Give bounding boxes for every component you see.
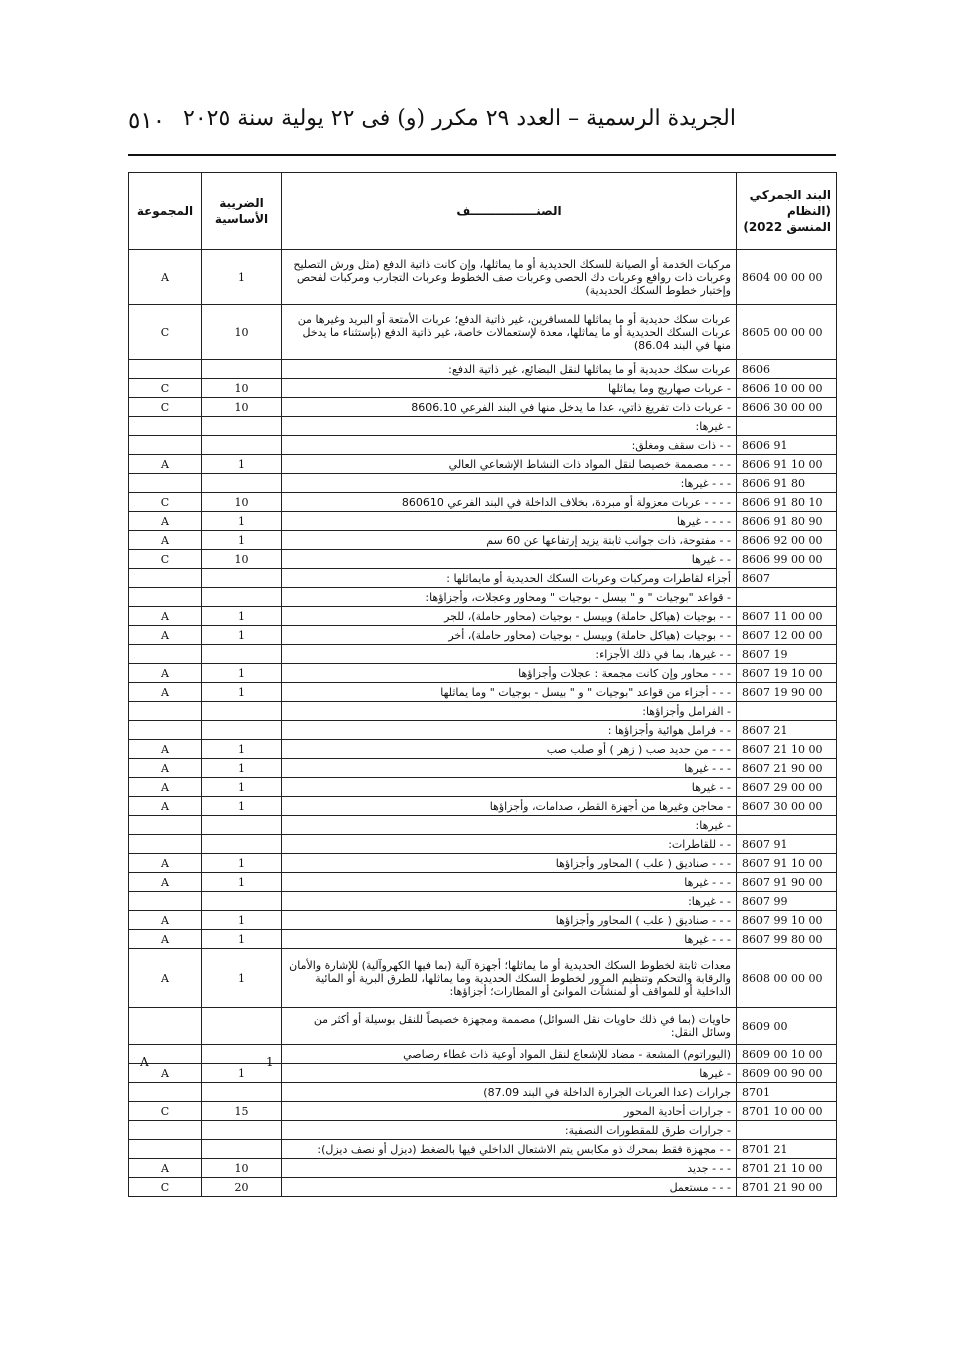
description-cell: - - - مستعمل	[282, 1178, 737, 1197]
description-cell: جرارات (عدا العربات الجرارة الداخلة في البند 87.09)	[282, 1083, 737, 1102]
table-row	[129, 759, 837, 778]
tariff-code-cell: 8701	[737, 1083, 837, 1102]
group-cell	[129, 1140, 202, 1159]
tariff-code-cell: 8609 00 10 00	[737, 1045, 837, 1064]
rate-cell: 1	[202, 854, 282, 873]
description-cell: - محاجن وغيرها من أجهزة القطر، صدامات، وأجزاؤها	[282, 797, 737, 816]
description-cell: - - - غيرها	[282, 873, 737, 892]
group-cell: A	[129, 911, 202, 930]
column-header-code: البند الجمركي (النظام المنسق 2022)	[737, 173, 837, 250]
description-cell: - - - أجزاء من قواعد "بوجيات " و " بيسل - بوجيات " وما يماثلها	[282, 683, 737, 702]
tariff-code-cell: 8608 00 00 00	[737, 949, 837, 1008]
tariff-code-cell: 8605 00 00 00	[737, 305, 837, 360]
table-row	[129, 379, 837, 398]
group-cell	[129, 702, 202, 721]
table-row	[129, 873, 837, 892]
description-cell: - - - غيرها	[282, 759, 737, 778]
table-row	[129, 778, 837, 797]
rate-cell	[202, 1121, 282, 1140]
table-row	[129, 683, 837, 702]
page-header	[128, 100, 836, 140]
group-cell: A	[129, 683, 202, 702]
group-cell: A	[129, 873, 202, 892]
group-cell: A	[129, 797, 202, 816]
tariff-code-cell: 8607 19 90 00	[737, 683, 837, 702]
tariff-code-cell: 8701 21	[737, 1140, 837, 1159]
description-cell: أجزاء لقاطرات ومركبات وعربات السكك الحديدية أو مايماثلها :	[282, 569, 737, 588]
rate-cell: 10	[202, 493, 282, 512]
description-cell: - - غيرها، بما في ذلك الأجزاء:	[282, 645, 737, 664]
tariff-code-cell: 8607 99 10 00	[737, 911, 837, 930]
description-cell: - - فرامل هوائية وأجزاؤها :	[282, 721, 737, 740]
tariff-code-cell: 8701 10 00 00	[737, 1102, 837, 1121]
rate-cell	[202, 1008, 282, 1045]
table-row	[129, 398, 837, 417]
tariff-code-cell: 8607 11 00 00	[737, 607, 837, 626]
table-row	[129, 1159, 837, 1178]
tariff-code-cell: 8607 29 00 00	[737, 778, 837, 797]
group-cell: A	[129, 455, 202, 474]
misaligned-group: A	[140, 1055, 149, 1069]
tariff-table	[128, 172, 837, 1197]
rate-cell: 1	[202, 930, 282, 949]
group-cell: A	[129, 854, 202, 873]
group-cell: A	[129, 930, 202, 949]
tariff-code-cell: 8701 21 10 00	[737, 1159, 837, 1178]
rate-cell	[202, 588, 282, 607]
group-cell: C	[129, 1178, 202, 1197]
group-cell: C	[129, 379, 202, 398]
tariff-code-cell: 8607 91 90 00	[737, 873, 837, 892]
table-row	[129, 588, 837, 607]
group-cell	[129, 474, 202, 493]
group-cell: A	[129, 1064, 202, 1083]
rate-cell: 15	[202, 1102, 282, 1121]
tariff-code-cell: 8607 30 00 00	[737, 797, 837, 816]
description-cell: - غيرها:	[282, 816, 737, 835]
table-row	[129, 626, 837, 645]
group-cell: C	[129, 550, 202, 569]
group-cell	[129, 1083, 202, 1102]
group-cell: A	[129, 626, 202, 645]
description-cell: - - - - غيرها	[282, 512, 737, 531]
group-cell	[129, 892, 202, 911]
page-title: الجريدة الرسمية – العدد ٢٩ مكرر (و) فى ٢٢ يولية سنة ٢٠٢٥	[183, 106, 736, 131]
table-row	[129, 702, 837, 721]
rate-cell: 1	[202, 797, 282, 816]
table-row	[129, 569, 837, 588]
group-cell	[129, 1008, 202, 1045]
rate-cell: 1	[202, 873, 282, 892]
tariff-code-cell: 8607 21 90 00	[737, 759, 837, 778]
description-cell: - - للقاطرات:	[282, 835, 737, 854]
description-cell: - - - غيرها:	[282, 474, 737, 493]
group-cell: A	[129, 778, 202, 797]
rate-cell: 10	[202, 550, 282, 569]
tariff-code-cell: 8606 91 80	[737, 474, 837, 493]
tariff-code-cell: 8701 21 90 00	[737, 1178, 837, 1197]
tariff-code-cell: 8606 99 00 00	[737, 550, 837, 569]
tariff-code-cell: 8607	[737, 569, 837, 588]
group-cell: A	[129, 949, 202, 1008]
rate-cell	[202, 474, 282, 493]
table-row	[129, 417, 837, 436]
table-row	[129, 531, 837, 550]
description-cell: عربات سكك حديدية أو ما يماثلها لنقل البضائع، غير ذاتية الدفع:	[282, 360, 737, 379]
rate-cell: 1	[202, 911, 282, 930]
table-row	[129, 911, 837, 930]
group-cell: A	[129, 512, 202, 531]
group-cell: A	[129, 1159, 202, 1178]
tariff-code-cell	[737, 702, 837, 721]
tariff-code-cell: 8604 00 00 00	[737, 250, 837, 305]
description-cell: - - - - عربات معزولة أو مبردة، بخلاف الداخلة في البند الفرعي 860610	[282, 493, 737, 512]
table-row	[129, 721, 837, 740]
description-cell: معدات ثابتة لخطوط السكك الحديدية أو ما يماثلها؛ أجهزة آلية (بما فيها الكهروآلية) للإشارة والأمان والرقابة والتحكم وتنظيم المرور لخطوط السكك الحديدية وما يماثلها، للطرق البرية أو المائية الداخلية أو للمواقف أو لمنشآت الموانئ أو المطارات؛ أجزاؤها:	[282, 949, 737, 1008]
rate-cell: 1	[202, 626, 282, 645]
column-header-group: المجموعة	[129, 173, 202, 250]
table-row	[129, 1008, 837, 1045]
table-header-row	[129, 173, 837, 250]
rate-cell: 1	[202, 512, 282, 531]
table-row	[129, 740, 837, 759]
tariff-code-cell: 8606 10 00 00	[737, 379, 837, 398]
tariff-code-cell: 8607 19	[737, 645, 837, 664]
group-cell: C	[129, 1102, 202, 1121]
table-row	[129, 550, 837, 569]
table-row	[129, 1178, 837, 1197]
table-row	[129, 493, 837, 512]
tariff-code-cell: 8607 99 80 00	[737, 930, 837, 949]
rate-cell: 10	[202, 379, 282, 398]
group-cell: A	[129, 664, 202, 683]
page-number: ٥١٠	[128, 108, 166, 134]
tariff-code-cell: 8609 00	[737, 1008, 837, 1045]
group-cell: A	[129, 759, 202, 778]
rate-cell: 1	[202, 759, 282, 778]
table-row	[129, 1140, 837, 1159]
description-cell: - - مجهزة فقط بمحرك ذو مكابس يتم الاشتعال الداخلي فيها بالضغط (ديزل أو نصف ديزل):	[282, 1140, 737, 1159]
description-cell: - عربات صهاريج وما يماثلها	[282, 379, 737, 398]
table-row	[129, 1102, 837, 1121]
group-cell	[129, 1121, 202, 1140]
group-cell	[129, 588, 202, 607]
description-cell: - الفرامل وأجزاؤها:	[282, 702, 737, 721]
column-header-rate: الضريبة الأساسية	[202, 173, 282, 250]
description-cell: عربات سكك حديدية أو ما يماثلها للمسافرين، غير ذاتية الدفع؛ عربات الأمتعة أو البريد وغيرها من عربات السكك الحديدية أو ما يماثلها، معدة لإستعمالات خاصة، غير ذاتية الدفع (بإستثناء ما يدخل منها في البند 86.04)	[282, 305, 737, 360]
description-cell: - جرارات أحادية المحور	[282, 1102, 737, 1121]
description-cell: - غيرها:	[282, 417, 737, 436]
rate-cell	[202, 892, 282, 911]
rate-cell	[202, 569, 282, 588]
rate-cell: 1	[202, 455, 282, 474]
description-cell: - - بوجيات (هياكل حاملة) وبيسل - بوجيات (محاور حاملة)، للجر	[282, 607, 737, 626]
rate-cell	[202, 835, 282, 854]
table-row	[129, 455, 837, 474]
tariff-code-cell: 8606 30 00 00	[737, 398, 837, 417]
description-cell: - - - غيرها	[282, 930, 737, 949]
rate-cell: 1	[202, 1064, 282, 1083]
rate-cell: 1	[202, 531, 282, 550]
description-cell: - قواعد "بوجيات " و " بيسل - بوجيات " ومحاور وعجلات، وأجزاؤها:	[282, 588, 737, 607]
group-cell: A	[129, 531, 202, 550]
tariff-code-cell: 8607 19 10 00	[737, 664, 837, 683]
tariff-code-cell: 8606 92 00 00	[737, 531, 837, 550]
description-cell: - - بوجيات (هياكل حاملة) وبيسل - بوجيات (محاور حاملة)، أخر	[282, 626, 737, 645]
table-row	[129, 436, 837, 455]
group-cell: A	[129, 740, 202, 759]
table-row	[129, 892, 837, 911]
table-row	[129, 835, 837, 854]
tariff-code-cell: 8607 99	[737, 892, 837, 911]
rate-cell: 20	[202, 1178, 282, 1197]
misaligned-row-values	[128, 1053, 836, 1071]
table-row	[129, 305, 837, 360]
description-cell: حاويات (بما في ذلك حاويات نقل السوائل) مصممة ومجهزة خصيصاً للنقل بوسيلة أو أكثر من وسائل النقل:	[282, 1008, 737, 1045]
description-cell: - - - جديد	[282, 1159, 737, 1178]
table-row	[129, 930, 837, 949]
description-cell: - - - صناديق ( علب ) المحاور وأجزاؤها	[282, 911, 737, 930]
group-cell: A	[129, 607, 202, 626]
description-cell: مركبات الخدمة أو الصيانة للسكك الحديدية أو ما يماثلها، وإن كانت ذاتية الدفع (مثل ورش التصليح وعربات ذات روافع وعربات دك الحصى وعربات صف الخطوط وعربات التجارب ومركبات لفحص وإختبار خطوط السكك الحديدية)	[282, 250, 737, 305]
tariff-code-cell: 8607 21 10 00	[737, 740, 837, 759]
column-header-description: الصنــــــــــــــــف	[282, 173, 737, 250]
table-row	[129, 607, 837, 626]
table-row	[129, 797, 837, 816]
tariff-code-cell: 8606 91 80 10	[737, 493, 837, 512]
table-row	[129, 854, 837, 873]
table-row	[129, 645, 837, 664]
group-cell	[129, 436, 202, 455]
description-cell: - - مفتوحة، ذات جوانب ثابتة يزيد إرتفاعها عن 60 سم	[282, 531, 737, 550]
rate-cell: 1	[202, 778, 282, 797]
rate-cell	[202, 1083, 282, 1102]
tariff-code-cell: 8607 91	[737, 835, 837, 854]
rate-cell	[202, 816, 282, 835]
tariff-code-cell	[737, 417, 837, 436]
group-cell	[129, 645, 202, 664]
rate-cell: 1	[202, 740, 282, 759]
rate-cell	[202, 1140, 282, 1159]
group-cell	[129, 816, 202, 835]
description-cell: - غيرها	[282, 1064, 737, 1083]
tariff-code-cell	[737, 816, 837, 835]
description-cell: - - - صناديق ( علب ) المحاور وأجزاؤها	[282, 854, 737, 873]
group-cell: C	[129, 398, 202, 417]
table-row	[129, 1083, 837, 1102]
description-cell: - - غيرها:	[282, 892, 737, 911]
rate-cell: 10	[202, 1159, 282, 1178]
group-cell: A	[129, 250, 202, 305]
rate-cell	[202, 417, 282, 436]
tariff-code-cell: 8606	[737, 360, 837, 379]
tariff-code-cell: 8607 12 00 00	[737, 626, 837, 645]
group-cell	[129, 721, 202, 740]
rate-cell	[202, 360, 282, 379]
tariff-code-cell	[737, 588, 837, 607]
table-row	[129, 250, 837, 305]
tariff-code-cell: 8609 00 90 00	[737, 1064, 837, 1083]
description-cell: (اليوراتوم) المشعة - مضاد للإشعاع لنقل المواد أوعية ذات غطاء رصاصي	[282, 1045, 737, 1064]
rate-cell: 1	[202, 250, 282, 305]
header-rule	[128, 154, 836, 156]
tariff-code-cell: 8606 91 80 90	[737, 512, 837, 531]
group-cell	[129, 417, 202, 436]
table-row	[129, 474, 837, 493]
table-row	[129, 360, 837, 379]
group-cell: C	[129, 305, 202, 360]
table-row	[129, 816, 837, 835]
tariff-code-cell	[737, 1121, 837, 1140]
misaligned-rate: 1	[266, 1055, 274, 1069]
rate-cell: 10	[202, 398, 282, 417]
rate-cell	[202, 645, 282, 664]
description-cell: - - - محاور وإن كانت مجمعة : عجلات وأجزاؤها	[282, 664, 737, 683]
rate-cell: 1	[202, 664, 282, 683]
rate-cell: 1	[202, 949, 282, 1008]
rate-cell: 1	[202, 607, 282, 626]
description-cell: - عربات ذات تفريغ ذاتي، عدا ما يدخل منها في البند الفرعي 8606.10	[282, 398, 737, 417]
tariff-code-cell: 8607 21	[737, 721, 837, 740]
group-cell	[129, 835, 202, 854]
description-cell: - - غيرها	[282, 550, 737, 569]
tariff-code-cell: 8606 91	[737, 436, 837, 455]
tariff-code-cell: 8607 91 10 00	[737, 854, 837, 873]
rate-cell	[202, 721, 282, 740]
table-row	[129, 1121, 837, 1140]
description-cell: - - - مصممة خصيصا لنقل المواد ذات النشاط الإشعاعي العالي	[282, 455, 737, 474]
group-cell: C	[129, 493, 202, 512]
tariff-code-cell: 8606 91 10 00	[737, 455, 837, 474]
rate-cell: 1	[202, 683, 282, 702]
description-cell: - - ذات سقف ومغلق:	[282, 436, 737, 455]
rate-cell: 10	[202, 305, 282, 360]
table-row	[129, 664, 837, 683]
rate-cell	[202, 702, 282, 721]
description-cell: - - غيرها	[282, 778, 737, 797]
table-row	[129, 949, 837, 1008]
group-cell	[129, 569, 202, 588]
rate-cell	[202, 436, 282, 455]
table-row	[129, 512, 837, 531]
description-cell: - جرارات طرق للمقطورات النصفية:	[282, 1121, 737, 1140]
group-cell	[129, 360, 202, 379]
description-cell: - - - من حديد صب ( زهر ) أو صلب صب	[282, 740, 737, 759]
